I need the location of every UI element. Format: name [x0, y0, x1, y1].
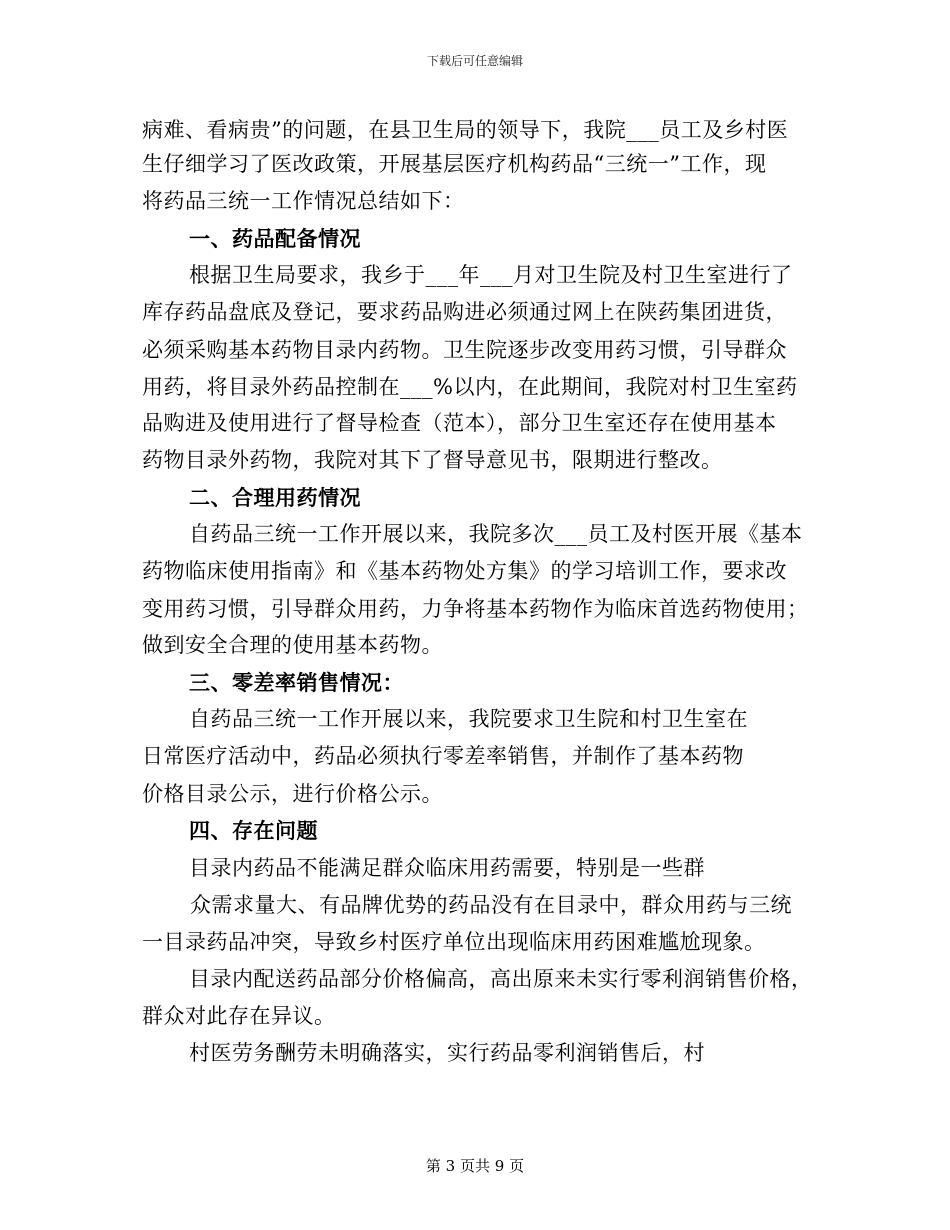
body-line: 药物目录外药物，我院对其下了督导意见书，限期进行整改。	[142, 448, 723, 472]
body-line: 库存药品盘底及登记，要求药品购进必须通过网上在陕药集团进货，	[142, 300, 787, 324]
body-line: 自药品三统一工作开展以来，我院多次___员工及村医开展《基本	[189, 522, 803, 546]
body-line: 病难、看病贵”的问题，在县卫生局的领导下，我院___员工及乡村医	[142, 118, 789, 142]
body-line: 生仔细学习了医改政策，开展基层医疗机构药品“三统一”工作，现	[142, 152, 767, 176]
body-line: 根据卫生局要求，我乡于___年___月对卫生院及村卫生室进行了	[189, 263, 793, 287]
section-heading: 三、零差率销售情况：	[189, 671, 404, 695]
section-heading: 四、存在问题	[189, 819, 318, 843]
body-line: 价格目录公示，进行价格公示。	[142, 782, 443, 806]
body-line: 必须采购基本药物目录内药物。卫生院逐步改变用药习惯，引导群众	[142, 338, 787, 362]
body-line: 日常医疗活动中，药品必须执行零差率销售，并制作了基本药物	[142, 744, 744, 768]
body-line: 将药品三统一工作情况总结如下：	[142, 189, 465, 213]
body-line: 群众对此存在异议。	[142, 1004, 336, 1028]
body-line: 一目录药品冲突，导致乡村医疗单位出现临床用药困难尴尬现象。	[142, 930, 766, 954]
body-line: 用药，将目录外药品控制在___%以内，在此期间，我院对村卫生室药	[142, 375, 798, 399]
body-line: 做到安全合理的使用基本药物。	[142, 633, 443, 657]
body-line: 药物临床使用指南》和《基本药物处方集》的学习培训工作，要求改	[142, 559, 787, 583]
body-line: 目录内药品不能满足群众临床用药需要，特别是一些群	[189, 856, 705, 880]
body-line: 品购进及使用进行了督导检查（范本），部分卫生室还存在使用基本	[142, 411, 777, 435]
body-line: 众需求量大、有品牌优势的药品没有在目录中，群众用药与三统	[190, 893, 792, 917]
page-header: 下载后可任意编辑	[426, 54, 523, 68]
body-line: 自药品三统一工作开展以来，我院要求卫生院和村卫生室在	[189, 707, 748, 731]
body-line: 变用药习惯，引导群众用药，力争将基本药物作为临床首选药物使用；	[142, 597, 809, 621]
section-heading: 一、药品配备情况	[189, 227, 361, 251]
section-heading: 二、合理用药情况	[189, 486, 361, 510]
body-line: 村医劳务酬劳未明确落实，实行药品零利润销售后，村	[189, 1041, 705, 1065]
page-footer: 第 3 页共 9 页	[425, 1157, 525, 1175]
body-line: 目录内配送药品部分价格偏高，高出原来未实行零利润销售价格，	[189, 967, 813, 991]
